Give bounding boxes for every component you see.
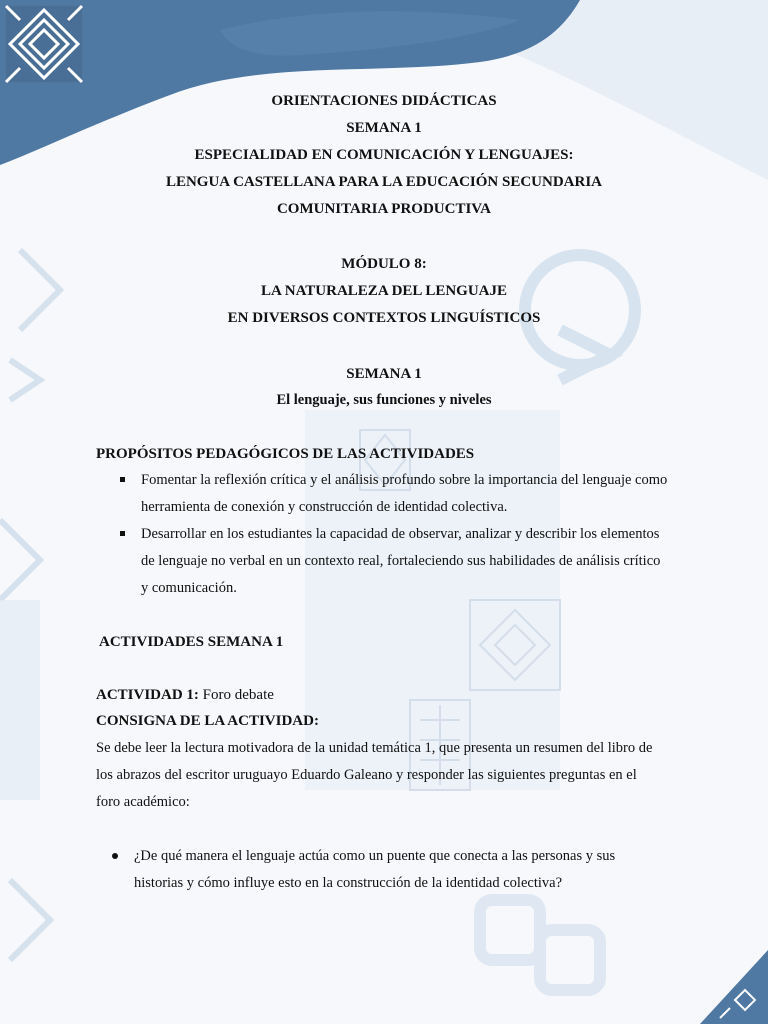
subject-title-line2: COMUNITARIA PRODUCTIVA xyxy=(276,201,492,217)
activity-1-label: ACTIVIDAD 1: xyxy=(96,687,199,703)
question-1-line2: historias y cómo influye esto en la construcción de la identidad colectiva? xyxy=(134,875,563,891)
week-topic: El lenguaje, sus funciones y niveles xyxy=(276,392,492,408)
module-title-line1: LA NATURALEZA DEL LENGUAJE xyxy=(260,283,508,299)
purpose-item-1-line2: herramienta de conexión y construcción de identidad colectiva. xyxy=(141,499,508,515)
activities-heading: ACTIVIDADES SEMANA 1 xyxy=(99,634,284,650)
document-title: ORIENTACIONES DIDÁCTICAS xyxy=(271,93,497,109)
purpose-item-2-line3: y comunicación. xyxy=(141,580,237,596)
purpose-item-1-line1: Fomentar la reflexión crítica y el análisis profundo sobre la importancia del lenguaje como xyxy=(141,472,668,488)
module-label: MÓDULO 8: xyxy=(341,256,427,272)
instruction-heading: CONSIGNA DE LA ACTIVIDAD: xyxy=(96,713,319,729)
specialty-title: ESPECIALIDAD EN COMUNICACIÓN Y LENGUAJES: xyxy=(194,147,574,163)
instruction-line-3: foro académico: xyxy=(96,794,190,810)
question-1-line1: ¿De qué manera el lenguaje actúa como un puente que conecta a las personas y sus xyxy=(134,848,616,864)
subject-title-line1: LENGUA CASTELLANA PARA LA EDUCACIÓN SECUNDARIA xyxy=(165,174,603,190)
instruction-line-2: los abrazos del escritor uruguayo Eduardo Galeano y responder las siguientes preguntas en el xyxy=(96,767,637,783)
bullet-square xyxy=(120,531,125,536)
purpose-item-2-line1: Desarrollar en los estudiantes la capacidad de observar, analizar y describir los elementos xyxy=(141,526,660,542)
instruction-line-1: Se debe leer la lectura motivadora de la unidad temática 1, que presenta un resumen del libro de xyxy=(96,740,653,756)
bullet-dot xyxy=(112,853,118,859)
module-title-line2: EN DIVERSOS CONTEXTOS LINGUÍSTICOS xyxy=(227,310,541,326)
week-label: SEMANA 1 xyxy=(346,366,422,382)
purpose-item-2-line2: de lenguaje no verbal en un contexto real, fortaleciendo sus habilidades de análisis crítico xyxy=(141,553,661,569)
bullet-square xyxy=(120,477,125,482)
purposes-heading: PROPÓSITOS PEDAGÓGICOS DE LAS ACTIVIDADES xyxy=(96,446,475,462)
week-label-header: SEMANA 1 xyxy=(346,120,422,136)
activity-1-row xyxy=(96,686,274,704)
activity-1-value: Foro debate xyxy=(202,687,274,703)
